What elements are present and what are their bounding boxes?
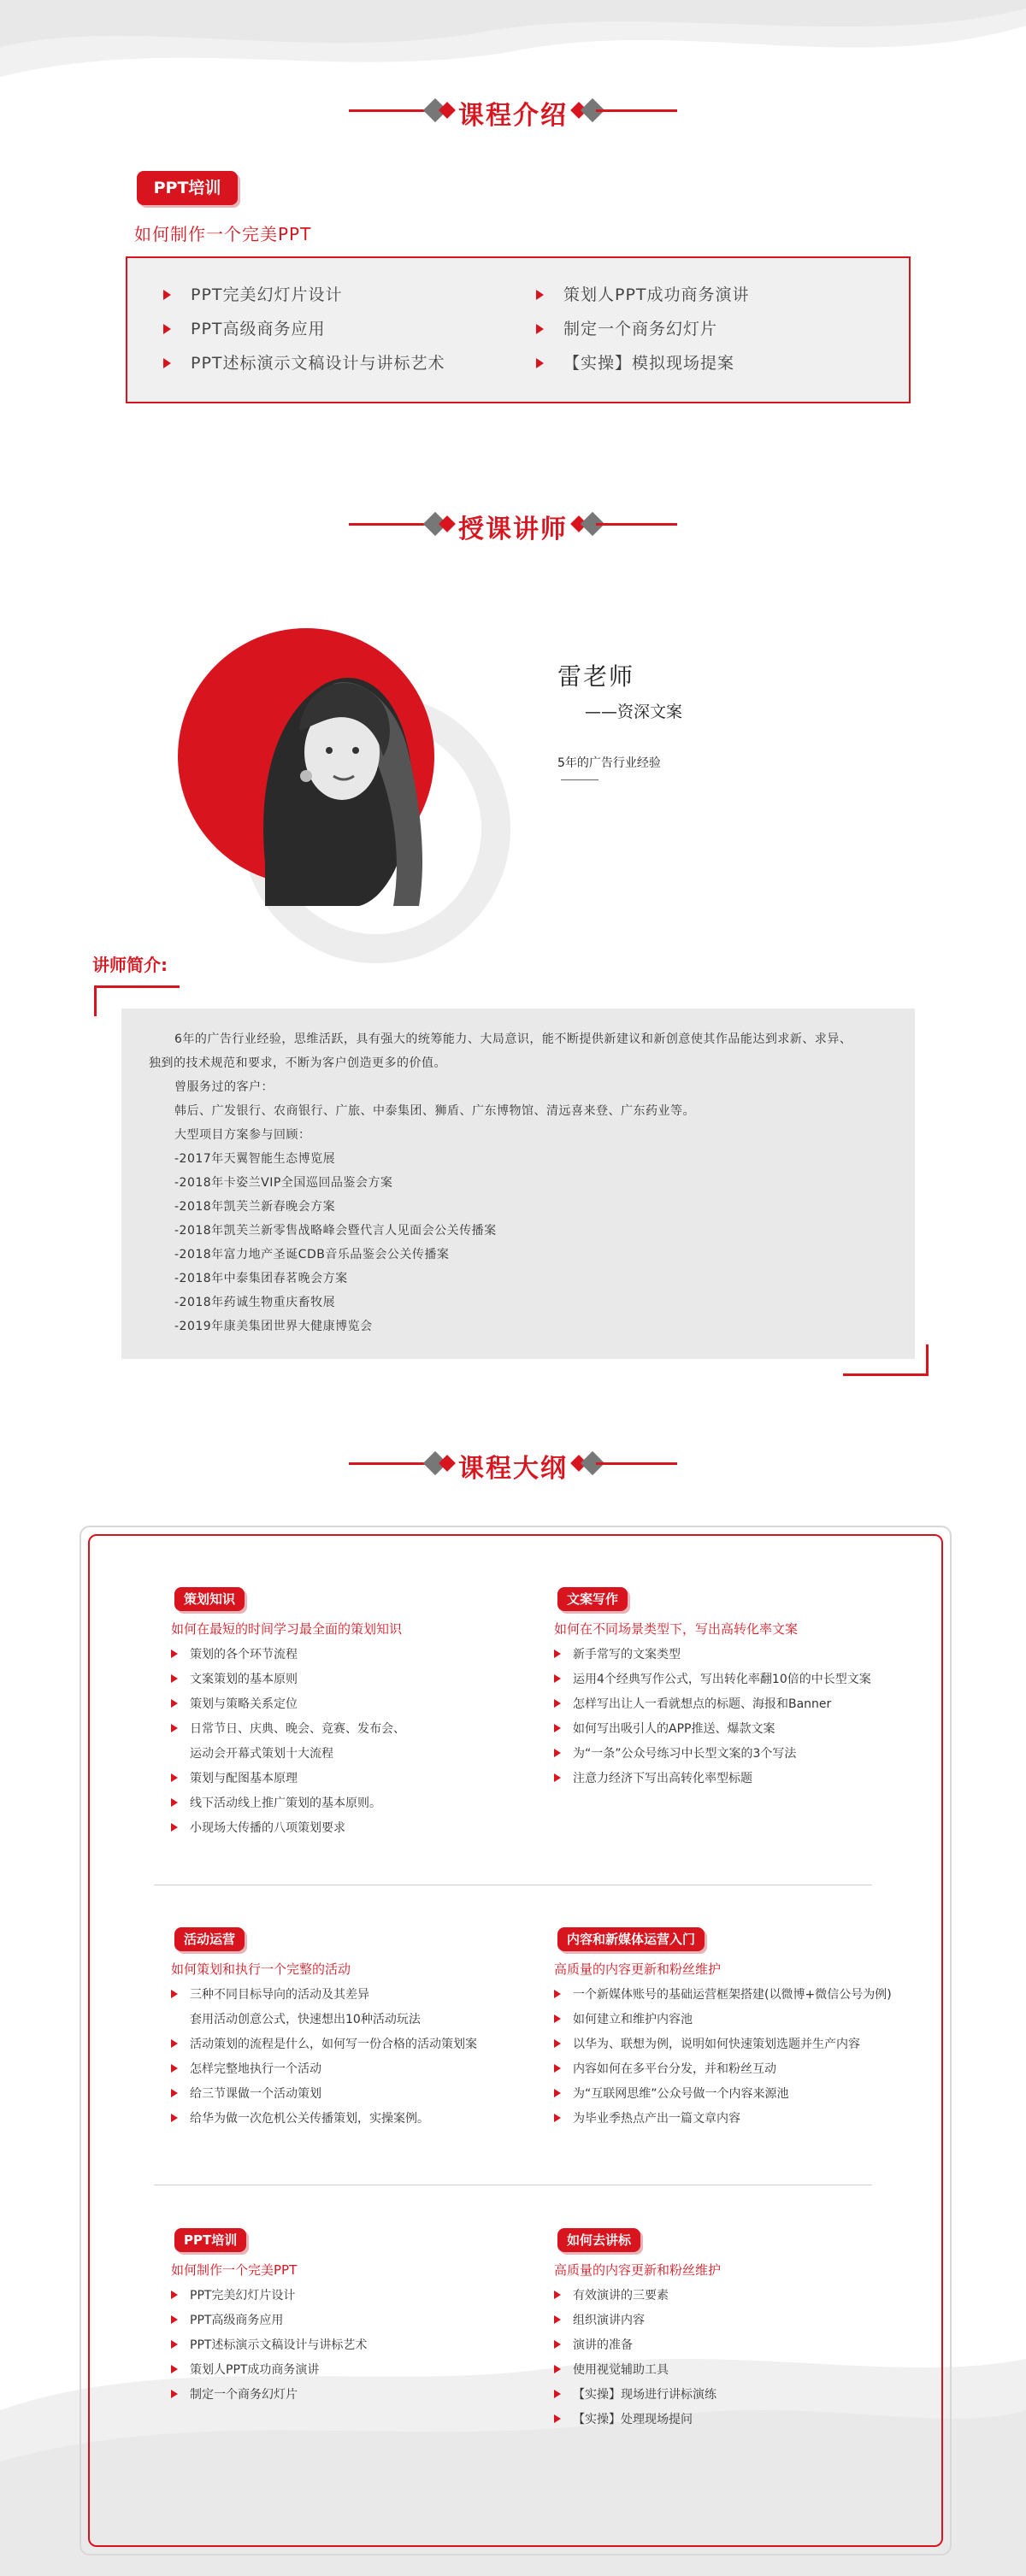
- bio-text: -2018年凯芙兰新春晚会方案: [174, 1200, 336, 1214]
- arrow-icon: [554, 1990, 561, 1998]
- outline-badge: PPT培训: [174, 2228, 246, 2252]
- bio-text: -2018年卡姿兰VIP全国巡回品鉴会方案: [174, 1176, 393, 1190]
- outline-subtitle: 如何制作一个完美PPT: [171, 2262, 298, 2278]
- list-item: 新手常写的文案类型: [554, 1646, 871, 1671]
- list-item: 日常节日、庆典、晚会、竞赛、发布会、: [171, 1720, 405, 1745]
- arrow-icon: [554, 1699, 561, 1708]
- course-intro-header: [0, 89, 1026, 132]
- section-title: 课程介绍: [458, 101, 568, 131]
- list-item: 组织演讲内容: [554, 2312, 721, 2337]
- list-item: 如何建立和维护内容池: [554, 2011, 892, 2036]
- intro-box: [126, 256, 911, 403]
- arrow-icon: [163, 290, 171, 300]
- teacher-title: ——资深文案: [585, 703, 683, 721]
- arrow-icon: [554, 1749, 561, 1757]
- arrow-icon: [171, 2340, 178, 2349]
- bio-text: 大型项目方案参与回顾：: [174, 1128, 311, 1142]
- list-item: 策划与策略关系定位: [171, 1696, 405, 1720]
- list-item: 以华为、联想为例，说明如何快速策划选题并生产内容: [554, 2036, 892, 2061]
- outline-subtitle: 高质量的内容更新和粉丝维护: [554, 1961, 722, 1977]
- arrow-icon: [171, 2315, 178, 2324]
- list-item: 给华为做一次危机公关传播策划，实操案例。: [171, 2110, 477, 2135]
- teacher-name: 雷老师: [557, 662, 635, 691]
- list-item: 策划人PPT成功商务演讲: [171, 2361, 367, 2386]
- bio-text: 独到的技术规范和要求，不断为客户创造更多的价值。: [149, 1056, 446, 1070]
- arrow-icon: [171, 1650, 178, 1658]
- arrow-icon: [554, 2414, 561, 2423]
- arrow-icon: [171, 2039, 178, 2048]
- list-item: 线下活动线上推广策划的基本原则。: [171, 1795, 405, 1820]
- list-item: 有效演讲的三要素: [554, 2287, 721, 2312]
- arrow-icon: [171, 1798, 178, 1807]
- list-item: 为“一条”公众号练习中长型文案的3个写法: [554, 1745, 871, 1770]
- arrow-icon: [171, 1990, 178, 1998]
- outline-block: [554, 1587, 871, 1795]
- bio-text: -2018年药诚生物重庆畜牧展: [174, 1296, 336, 1309]
- outline-subtitle: 如何在最短的时间学习最全面的策划知识: [171, 1621, 403, 1637]
- list-item: PPT完美幻灯片设计: [163, 284, 445, 318]
- arrow-icon: [171, 2064, 178, 2073]
- intro-badge: PPT培训: [137, 171, 238, 205]
- outline-badge: 活动运营: [174, 1927, 245, 1951]
- outline-badge: 文案写作: [557, 1587, 628, 1611]
- arrow-icon: [171, 1773, 178, 1782]
- arrow-icon: [171, 2089, 178, 2097]
- arrow-icon: [171, 1823, 178, 1832]
- arrow-icon: [171, 2291, 178, 2299]
- list-item: 【实操】现场进行讲标演练: [554, 2386, 721, 2411]
- list-item: 运动会开幕式策划十大流程: [190, 1747, 333, 1761]
- bio-text: 曾服务过的客户：: [174, 1080, 274, 1094]
- header-line-right: [596, 523, 677, 526]
- arrow-icon: [536, 358, 544, 368]
- arrow-icon: [554, 2089, 561, 2097]
- outline-block: [171, 1587, 405, 1844]
- teacher-header: [0, 503, 1026, 545]
- section-title: 课程大纲: [458, 1454, 568, 1484]
- arrow-icon: [554, 1773, 561, 1782]
- list-item: 策划与配图基本原理: [171, 1770, 405, 1795]
- intro-subtitle: 如何制作一个完美PPT: [134, 224, 312, 244]
- bio-text: -2018年富力地产圣诞CDB音乐品鉴会公关传播案: [174, 1248, 450, 1262]
- divider: [561, 779, 598, 780]
- arrow-icon: [554, 2064, 561, 2073]
- teacher-experience: 5年的广告行业经验: [557, 756, 661, 770]
- list-item: PPT述标演示文稿设计与讲标艺术: [163, 352, 445, 386]
- arrow-icon: [171, 2114, 178, 2122]
- bio-text: -2019年康美集团世界大健康博览会: [174, 1320, 373, 1333]
- bio-text: -2018年中泰集团春茗晚会方案: [174, 1272, 348, 1285]
- outline-list: [171, 1646, 405, 1844]
- bracket-left-vertical: [94, 985, 97, 1016]
- outline-block: [554, 1927, 892, 2135]
- header-line-left: [349, 523, 430, 526]
- list-item: 套用活动创意公式，快速想出10种活动玩法: [190, 2013, 421, 2026]
- bracket-right-horizontal: [843, 1373, 929, 1376]
- arrow-icon: [171, 2365, 178, 2373]
- list-item: PPT高级商务应用: [171, 2312, 367, 2337]
- arrow-icon: [171, 1674, 178, 1683]
- bio-box: [121, 1009, 915, 1359]
- list-item: 【实操】处理现场提问: [554, 2411, 721, 2436]
- top-wave-decoration: [0, 0, 1026, 94]
- arrow-icon: [171, 1724, 178, 1732]
- outline-badge: 如何去讲标: [557, 2228, 640, 2252]
- bio-text: 韩后、广发银行、农商银行、广旅、中泰集团、狮盾、广东博物馆、清远喜来登、广东药业等。: [174, 1104, 695, 1118]
- arrow-icon: [554, 2365, 561, 2373]
- list-item: 内容如何在多平台分发，并和粉丝互动: [554, 2061, 892, 2085]
- arrow-icon: [554, 1724, 561, 1732]
- list-item: 为“互联网思维”公众号做一个内容来源池: [554, 2085, 892, 2110]
- list-item: 小现场大传播的八项策划要求: [171, 1820, 405, 1844]
- bracket-left-horizontal: [94, 985, 180, 988]
- arrow-icon: [554, 2340, 561, 2349]
- list-item: 注意力经济下写出高转化率型标题: [554, 1770, 871, 1795]
- outline-subtitle: 如何策划和执行一个完整的活动: [171, 1961, 351, 1977]
- outline-block: [171, 1927, 477, 2135]
- arrow-icon: [554, 2039, 561, 2048]
- list-item: 怎样写出让人一看就想点的标题、海报和Banner: [554, 1696, 871, 1720]
- list-item: 演讲的准备: [554, 2337, 721, 2361]
- list-item: 制定一个商务幻灯片: [536, 318, 750, 352]
- header-line-left: [349, 109, 430, 112]
- list-item: 运用4个经典写作公式，写出转化率翻10倍的中长型文案: [554, 1671, 871, 1696]
- list-item: PPT述标演示文稿设计与讲标艺术: [171, 2337, 367, 2361]
- bio-text: -2018年凯芙兰新零售战略峰会暨代言人见面会公关传播案: [174, 1224, 497, 1238]
- outline-list: [554, 2287, 721, 2436]
- section-title: 授课讲师: [458, 515, 568, 544]
- list-item: 怎样完整地执行一个活动: [171, 2061, 477, 2085]
- arrow-icon: [554, 2114, 561, 2122]
- list-item: PPT完美幻灯片设计: [171, 2287, 367, 2312]
- header-line-right: [596, 1462, 677, 1465]
- arrow-icon: [536, 324, 544, 334]
- outline-block: [554, 2228, 721, 2436]
- outline-badge: 内容和新媒体运营入门: [557, 1927, 705, 1951]
- outline-header: [0, 1442, 1026, 1485]
- list-item: 为毕业季热点产出一篇文章内容: [554, 2110, 892, 2135]
- intro-left-list: [163, 284, 445, 386]
- outline-list: [554, 1646, 871, 1795]
- arrow-icon: [554, 1650, 561, 1658]
- bracket-right-vertical: [926, 1344, 929, 1376]
- arrow-icon: [171, 1699, 178, 1708]
- outline-badge: 策划知识: [174, 1587, 245, 1611]
- arrow-icon: [554, 2315, 561, 2324]
- list-item: PPT高级商务应用: [163, 318, 445, 352]
- list-item: 策划的各个环节流程: [171, 1646, 405, 1671]
- list-item: 【实操】模拟现场提案: [536, 352, 750, 386]
- outline-subtitle: 如何在不同场景类型下，写出高转化率文案: [554, 1621, 799, 1637]
- header-line-right: [596, 109, 677, 112]
- arrow-icon: [554, 2291, 561, 2299]
- list-item: 策划人PPT成功商务演讲: [536, 284, 750, 318]
- list-item: 使用视觉辅助工具: [554, 2361, 721, 2386]
- outline-list: [554, 1986, 892, 2135]
- bio-text: 6年的广告行业经验，思维活跃，具有强大的统筹能力、大局意识，能不断提供新建议和新创意使其作品能达到求新、求异、: [174, 1032, 852, 1046]
- list-item: 一个新媒体账号的基础运营框架搭建(以微博+微信公号为例): [554, 1986, 892, 2011]
- arrow-icon: [536, 290, 544, 300]
- list-item: 文案策划的基本原则: [171, 1671, 405, 1696]
- bio-label: 讲师简介:: [92, 955, 168, 975]
- list-item: 给三节课做一个活动策划: [171, 2085, 477, 2110]
- header-line-left: [349, 1462, 430, 1465]
- arrow-icon: [554, 2390, 561, 2398]
- outline-list: [171, 2287, 367, 2411]
- arrow-icon: [554, 2014, 561, 2023]
- list-item: 制定一个商务幻灯片: [171, 2386, 367, 2411]
- arrow-icon: [554, 1674, 561, 1683]
- list-item: 如何写出吸引人的APP推送、爆款文案: [554, 1720, 871, 1745]
- arrow-icon: [163, 324, 171, 334]
- arrow-icon: [163, 358, 171, 368]
- list-item: 三种不同目标导向的活动及其差异: [171, 1986, 477, 2011]
- intro-right-list: [536, 284, 750, 386]
- bio-text: -2017年天翼智能生态博览展: [174, 1152, 336, 1166]
- outline-block: [171, 2228, 367, 2411]
- list-item: 活动策划的流程是什么，如何写一份合格的活动策划案: [171, 2036, 477, 2061]
- outline-list: [171, 1986, 477, 2135]
- arrow-icon: [171, 2390, 178, 2398]
- teacher-portrait: [162, 581, 530, 983]
- outline-subtitle: 高质量的内容更新和粉丝维护: [554, 2262, 722, 2278]
